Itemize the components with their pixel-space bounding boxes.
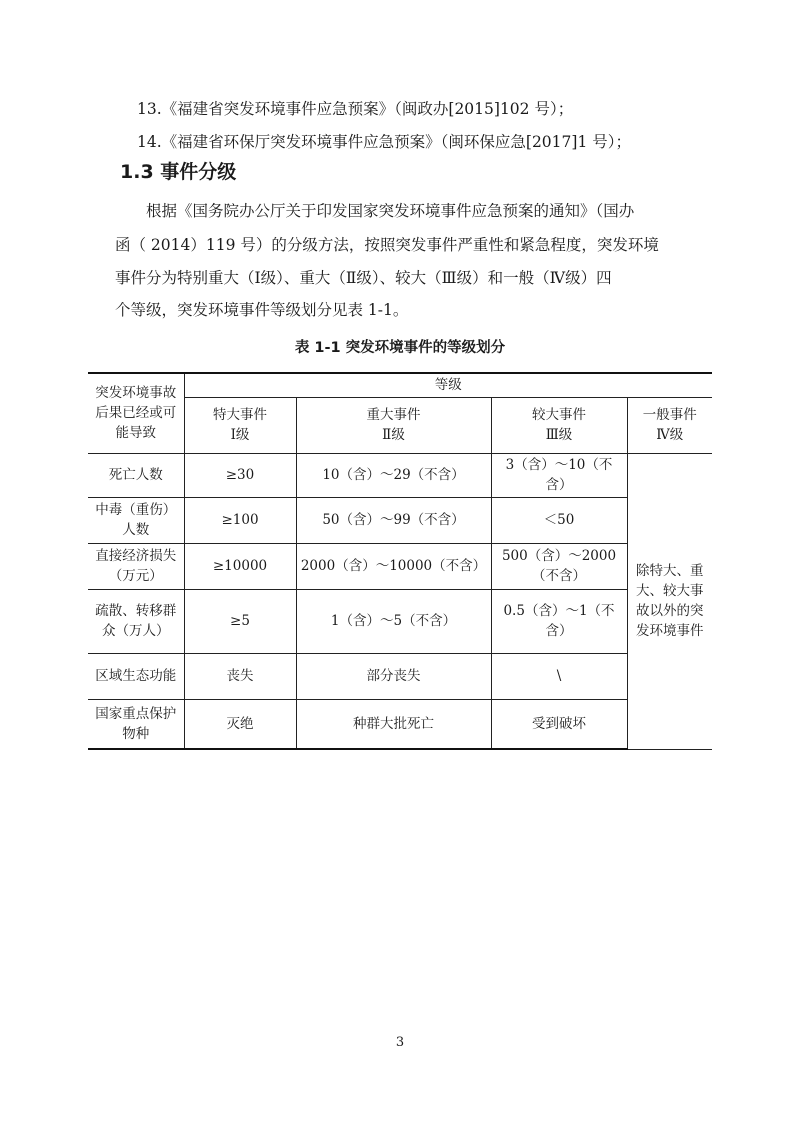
- cell-especially-major: 丧失: [184, 653, 296, 699]
- table-caption: 表 1-1 突发环境事件的等级划分: [294, 340, 506, 356]
- row-label: 疏散、转移群众（万人）: [88, 589, 184, 653]
- table-row: [88, 589, 712, 653]
- row-label: 中毒（重伤）人数: [88, 497, 184, 543]
- table-row: [88, 699, 712, 749]
- row-label: 国家重点保护物种: [88, 699, 184, 749]
- cell-larger: 0.5（含）～1（不含）: [491, 589, 627, 653]
- cell-especially-major: ≥100: [184, 497, 296, 543]
- cell-especially-major: 灭绝: [184, 699, 296, 749]
- level-header-major: 重大事件 Ⅱ级: [296, 397, 491, 453]
- table-row: [88, 497, 712, 543]
- paragraph-line-4: 个等级，突发环境事件等级划分见表 1-1。: [115, 301, 409, 319]
- table-row: [88, 653, 712, 699]
- cell-major: 部分丧失: [296, 653, 491, 699]
- cell-general-note: 除特大、重大、较大事故以外的突发环境事件: [627, 453, 712, 749]
- row-label: 区域生态功能: [88, 653, 184, 699]
- paragraph-line-2: 函（ 2014）119 号）的分级方法，按照突发事件严重性和紧急程度，突发环境: [115, 236, 659, 254]
- cell-larger: \: [491, 653, 627, 699]
- cell-especially-major: ≥30: [184, 453, 296, 497]
- reference-item-14: 14.《福建省环保厅突发环境事件应急预案》（闽环保应急[2017]1 号）；: [137, 133, 631, 151]
- row-label: 直接经济损失（万元）: [88, 543, 184, 589]
- paragraph-line-1: 根据《国务院办公厅关于印发国家突发环境事件应急预案的通知》（国办: [146, 202, 635, 220]
- level-header-larger: 较大事件 Ⅲ级: [491, 397, 627, 453]
- row-label: 死亡人数: [88, 453, 184, 497]
- cell-major: 2000（含）～10000（不含）: [296, 543, 491, 589]
- grading-table: [88, 372, 712, 750]
- cell-larger: ＜50: [491, 497, 627, 543]
- level-header-especially-major: 特大事件 Ⅰ级: [184, 397, 296, 453]
- paragraph-line-3: 事件分为特别重大（Ⅰ级）、重大（Ⅱ级）、较大（Ⅲ级）和一般（Ⅳ级）四: [115, 269, 612, 287]
- cell-major: 10（含）～29（不含）: [296, 453, 491, 497]
- section-heading: 1.3 事件分级: [120, 161, 237, 183]
- cell-larger: 受到破坏: [491, 699, 627, 749]
- cell-major: 50（含）～99（不含）: [296, 497, 491, 543]
- grade-group-header: 等级: [184, 373, 712, 397]
- corner-header: 突发环境事故后果已经或可能导致: [88, 373, 184, 453]
- cell-especially-major: ≥10000: [184, 543, 296, 589]
- cell-larger: 3（含）～10（不含）: [491, 453, 627, 497]
- cell-especially-major: ≥5: [184, 589, 296, 653]
- cell-larger: 500（含）～2000（不含）: [491, 543, 627, 589]
- reference-item-13: 13.《福建省突发环境事件应急预案》（闽政办[2015]102 号）；: [137, 100, 574, 118]
- table-row: [88, 453, 712, 497]
- level-header-general: 一般事件 Ⅳ级: [627, 397, 712, 453]
- page-number: 3: [395, 1035, 405, 1050]
- table-row: [88, 543, 712, 589]
- cell-major: 种群大批死亡: [296, 699, 491, 749]
- table-header-row: [88, 373, 712, 397]
- cell-major: 1（含）～5（不含）: [296, 589, 491, 653]
